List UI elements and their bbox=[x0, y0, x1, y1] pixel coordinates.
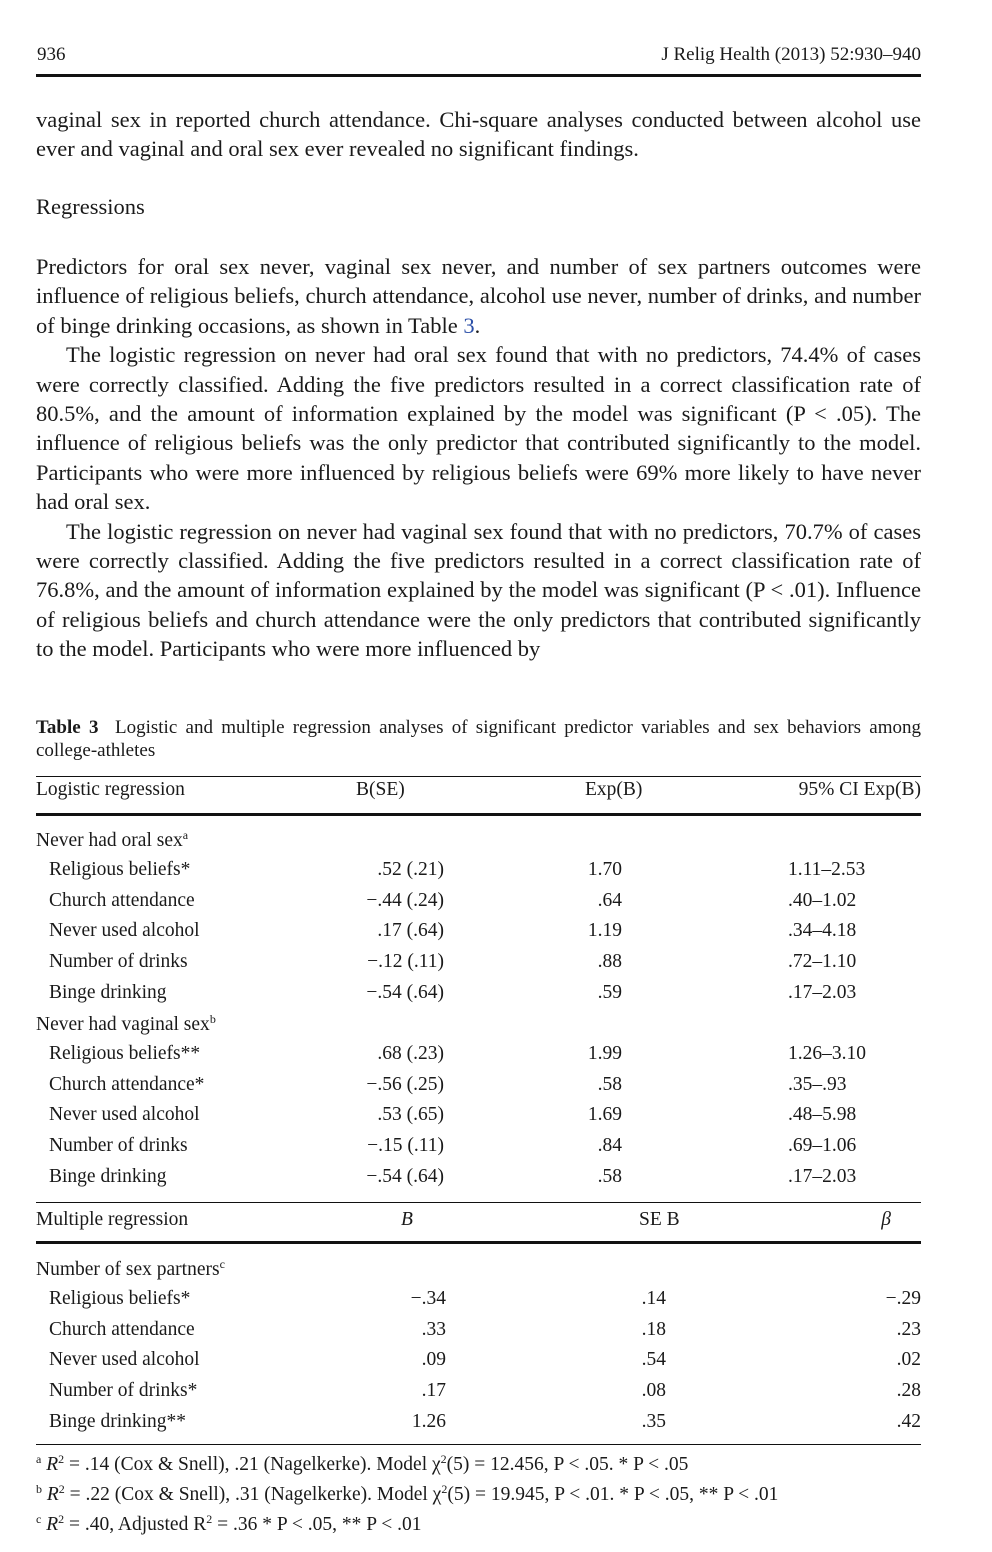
cell-expb: .64 bbox=[597, 889, 622, 911]
cell-expb: .88 bbox=[597, 951, 622, 973]
logistic-header-row: Logistic regression B(SE) Exp(B) 95% CI Exp(B) bbox=[36, 779, 921, 800]
cell-seb: .14 bbox=[641, 1288, 666, 1309]
vaginal-row bbox=[36, 1104, 921, 1132]
cell-ci: .17–2.03 bbox=[788, 1165, 857, 1187]
table-link[interactable]: 3 bbox=[463, 312, 475, 338]
row-label: Number of drinks* bbox=[49, 1380, 198, 1402]
header-rule-thick bbox=[36, 813, 921, 816]
partners-row bbox=[36, 1319, 921, 1347]
vaginal-row bbox=[36, 1074, 921, 1102]
row-label: Religious beliefs** bbox=[49, 1043, 201, 1064]
vaginal-row bbox=[36, 1166, 921, 1194]
page-number: 936 bbox=[37, 44, 66, 65]
cell-bse: .53 (.65) bbox=[377, 1104, 444, 1126]
table-note: $^a$ $R^2 = .14$ (Cox & Snell), .21 (Nagelkerke). Model $\chi^2(5) = 12.456$, P < .05. * P < .05 bbox=[36, 1452, 689, 1475]
note-mark: a bbox=[36, 1452, 42, 1466]
oral-row bbox=[36, 890, 921, 918]
cell-bse: −.12 (.11) bbox=[367, 951, 444, 973]
cell-expb: .59 bbox=[597, 981, 622, 1003]
vaginal-row bbox=[36, 1043, 921, 1071]
cell-bse: −.15 (.11) bbox=[367, 1135, 444, 1157]
cell-seb: .35 bbox=[641, 1410, 666, 1432]
cell-ci: .69–1.06 bbox=[788, 1135, 857, 1157]
cell-b: .33 bbox=[421, 1318, 446, 1340]
row-label: Church attendance* bbox=[49, 1073, 205, 1095]
row-label: Never used alcohol bbox=[49, 1349, 200, 1371]
partners-row bbox=[36, 1411, 921, 1439]
cell-bse: −.54 (.64) bbox=[366, 1165, 444, 1187]
cell-expb: .58 bbox=[597, 1165, 622, 1187]
paragraph-4: The logistic regression on never had vaginal sex found that with no predictors, 70.7% of cases were correctly classified. Adding the five predictors resulted in a correct classification rate of 76.8%, and the amount of information explained by the model was significant (P < .01). Influence of religious beliefs and church attendance were the only predictors that contributed significantly to the model. Participants who were more influenced by bbox=[36, 518, 921, 662]
mid-rule bbox=[36, 1202, 921, 1203]
cell-expb: 1.19 bbox=[587, 920, 622, 942]
paragraph-1: vaginal sex in reported church attendance. Chi-square analyses conducted between alcohol use ever and vaginal and oral sex ever revealed no significant findings. bbox=[36, 107, 921, 162]
cell-beta: .02 bbox=[896, 1349, 921, 1371]
cell-seb: .54 bbox=[641, 1349, 666, 1371]
cell-bse: −.54 (.64) bbox=[366, 981, 444, 1003]
row-label: Never used alcohol bbox=[49, 1104, 200, 1126]
table-note: $^c$ $R^2 = .40$, Adjusted $R^2 = .36 * P < .05$, ** P < .01 bbox=[36, 1512, 422, 1535]
row-label: Religious beliefs* bbox=[49, 1288, 191, 1309]
cell-ci: .72–1.10 bbox=[788, 951, 857, 973]
cell-expb: 1.69 bbox=[587, 1104, 622, 1126]
row-label: Religious beliefs* bbox=[49, 859, 191, 880]
cell-beta: .23 bbox=[896, 1318, 921, 1340]
cell-b: .17 bbox=[421, 1380, 446, 1402]
cell-ci: 1.26–3.10 bbox=[788, 1043, 866, 1064]
table-caption: Table 3 Logistic and multiple regression analyses of significant predictor variables and sex behaviors among college-athletes bbox=[36, 717, 922, 761]
note-mark: c bbox=[36, 1512, 42, 1526]
cell-bse: .52 (.21) bbox=[377, 859, 444, 880]
cell-expb: .84 bbox=[597, 1135, 622, 1157]
paragraph-block bbox=[36, 252, 921, 664]
cell-ci: .48–5.98 bbox=[788, 1104, 857, 1126]
cell-expb: 1.70 bbox=[587, 859, 622, 880]
row-label: Binge drinking** bbox=[49, 1410, 187, 1432]
cell-ci: 1.11–2.53 bbox=[788, 859, 866, 880]
cell-b: −.34 bbox=[410, 1288, 446, 1309]
cell-b: 1.26 bbox=[411, 1410, 446, 1432]
oral-row bbox=[36, 859, 921, 887]
partners-row bbox=[36, 1380, 921, 1408]
cell-seb: .18 bbox=[641, 1318, 666, 1340]
row-label: Binge drinking bbox=[49, 1165, 167, 1187]
cell-bse: .68 (.23) bbox=[377, 1043, 444, 1064]
row-label: Number of drinks bbox=[49, 951, 188, 973]
cell-beta: .28 bbox=[896, 1380, 921, 1402]
cell-expb: .58 bbox=[597, 1073, 622, 1095]
table-note: $^b$ $R^2 = .22$ (Cox & Snell), .31 (Nagelkerke). Model $\chi^2(5) = 19.945$, P < .01. * P < .05, ** P < .01 bbox=[36, 1482, 779, 1505]
row-label: Church attendance bbox=[49, 889, 195, 911]
oral-row bbox=[36, 951, 921, 979]
row-label: Church attendance bbox=[49, 1318, 195, 1340]
cell-ci: .40–1.02 bbox=[788, 889, 857, 911]
oral-row bbox=[36, 982, 921, 1010]
cell-ci: .34–4.18 bbox=[788, 920, 857, 942]
cell-bse: .17 (.64) bbox=[377, 920, 444, 942]
note-mark: b bbox=[36, 1482, 42, 1496]
cell-beta: .42 bbox=[896, 1410, 921, 1432]
table-bottom-rule bbox=[36, 1444, 921, 1445]
header-rule bbox=[36, 74, 921, 77]
cell-ci: .35–.93 bbox=[788, 1073, 847, 1095]
paragraph-2: Predictors for oral sex never, vaginal sex never, and number of sex partners outcomes were influence of religious beliefs, church attendance, alcohol use never, number of drinks, and number of binge drinking occasions, as shown in Table 3. bbox=[36, 254, 921, 338]
row-label: Number of drinks bbox=[49, 1135, 188, 1157]
row-label: Never used alcohol bbox=[49, 920, 200, 942]
section-heading: Regressions bbox=[36, 194, 145, 219]
partners-row bbox=[36, 1288, 921, 1316]
table-top-rule bbox=[36, 776, 921, 777]
group-vaginal: Never had vaginal sex$^b$ bbox=[36, 1012, 216, 1035]
cell-bse: −.44 (.24) bbox=[366, 889, 444, 911]
multiple-header-rule bbox=[36, 1241, 921, 1244]
cell-beta: −.29 bbox=[885, 1288, 921, 1309]
cell-b: .09 bbox=[421, 1349, 446, 1371]
oral-row bbox=[36, 920, 921, 948]
row-label: Binge drinking bbox=[49, 981, 167, 1003]
cell-expb: 1.99 bbox=[587, 1043, 622, 1064]
journal-citation: J Relig Health (2013) 52:930–940 bbox=[661, 44, 921, 65]
vaginal-row bbox=[36, 1135, 921, 1163]
partners-row bbox=[36, 1349, 921, 1377]
multiple-header-row: Multiple regression B SE B β bbox=[36, 1209, 891, 1230]
cell-bse: −.56 (.25) bbox=[366, 1073, 444, 1095]
cell-ci: .17–2.03 bbox=[788, 981, 857, 1003]
group-oral: Never had oral sex$^a$ bbox=[36, 828, 189, 851]
paragraph-3: The logistic regression on never had oral sex found that with no predictors, 74.4% of cases were correctly classified. Adding the five predictors resulted in a correct classification rate of 80.5%, and the amount of information explained by the model was significant (P < .05). The influence of religious beliefs was the only predictor that contributed significantly to the model. Participants who were more influenced by religious beliefs were 69% more likely to have never had oral sex. bbox=[36, 342, 921, 515]
group-partners: Number of sex partners$^c$ bbox=[36, 1257, 225, 1280]
cell-seb: .08 bbox=[641, 1380, 666, 1402]
